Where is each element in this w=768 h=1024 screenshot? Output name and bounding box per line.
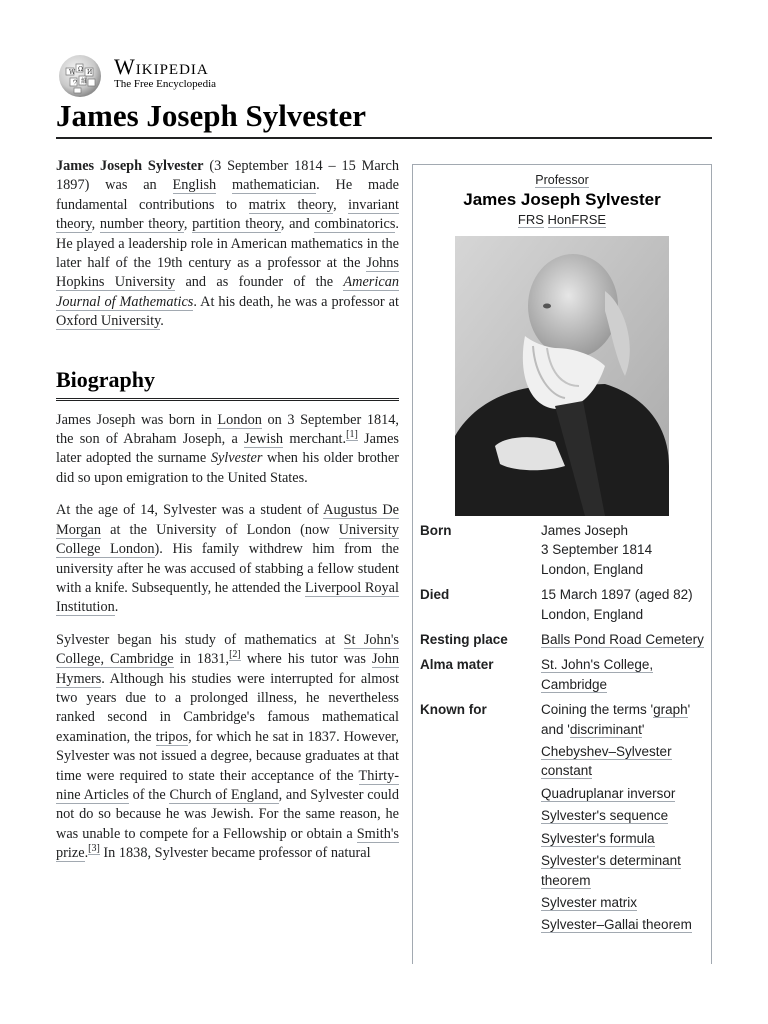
svg-text:W: W	[69, 69, 76, 76]
bio-paragraph-3: Sylvester began his study of mathematics at St John's College, Cambridge in 1831,[2] where his tutor was John Hymers. Although his studies were interrupted for almost two years due to a prolonged illness, he nevertheless ranked second in Cambridge's famous mathematical examination, the tripos, for which he sat in 1837. However, Sylvester was not issued a degree, because graduates at that time were required to state their acceptance of the Thirty-nine Articles of the Church of England, and Sylvester could not do so because he was Jewish. For the same reason, he was unable to compete for a Fellowship or obtain a Smith's prize.[3] In 1838, Sylvester became professor of natural	[56, 631, 399, 862]
article-body	[56, 157, 399, 877]
known-for-list	[534, 698, 711, 941]
link-sylvesters-formula[interactable]: Sylvester's formula	[541, 830, 655, 846]
wikipedia-globe-logo[interactable]	[56, 54, 104, 98]
infobox-name: James Joseph Sylvester	[463, 190, 661, 209]
link-graph[interactable]: graph	[653, 702, 688, 718]
link-ucl[interactable]: University College London	[56, 521, 399, 558]
link-tripos[interactable]: tripos	[155, 728, 189, 745]
resting-label: Resting place	[420, 632, 508, 648]
reference-2[interactable]: [2]	[229, 649, 241, 661]
section-heading-biography: Biography	[56, 366, 399, 401]
subject-name: James Joseph Sylvester	[56, 158, 204, 174]
link-smiths-prize[interactable]: Smith's prize	[56, 825, 399, 862]
died-value: 15 March 1897 (aged 82) London, England	[541, 587, 693, 622]
infobox-row-died	[413, 583, 711, 628]
link-partition-theory[interactable]: partition theory	[192, 216, 281, 233]
known-item-terms: Coining the terms 'graph' and 'discriminant'	[541, 702, 691, 737]
link-st-johns-college-infobox[interactable]: St. John's College, Cambridge	[541, 657, 654, 692]
wordmark-title: Wikipedia	[114, 54, 209, 79]
infobox-row-resting-place	[413, 628, 711, 653]
link-church-of-england[interactable]: Church of England	[169, 786, 279, 803]
born-value: James Joseph 3 September 1814 London, England	[541, 523, 653, 577]
link-chebyshev-sylvester[interactable]: Chebyshev–Sylvester constant	[541, 744, 672, 779]
infobox	[412, 164, 712, 964]
link-thirty-nine-articles[interactable]: Thirty-nine Articles	[56, 767, 399, 803]
link-augustus-de-morgan[interactable]: Augustus De Morgan	[56, 502, 400, 538]
reference-1[interactable]: [1]	[346, 429, 358, 441]
link-discriminant[interactable]: discriminant	[569, 721, 642, 737]
portrait-photo[interactable]	[455, 236, 669, 516]
svg-text:維: 維	[81, 78, 88, 85]
link-quadruplanar-inversor[interactable]: Quadruplanar inversor	[541, 785, 676, 801]
link-matrix-theory[interactable]: matrix theory	[248, 196, 334, 213]
bio-paragraph-1: James Joseph was born in London on 3 September 1814, the son of Abraham Joseph, a Jewish merchant.[1] James later adopted the surname Sylvester when his older brother did so upon emigration to the United States.	[56, 411, 399, 486]
link-invariant-theory[interactable]: invariant theory	[56, 196, 399, 233]
link-number-theory[interactable]: number theory	[99, 216, 184, 233]
link-american-journal[interactable]: American Journal of Mathematics	[56, 274, 399, 310]
link-london[interactable]: London	[217, 411, 262, 428]
link-sylvester-matrix[interactable]: Sylvester matrix	[541, 894, 638, 910]
reference-3[interactable]: [3]	[88, 843, 100, 855]
link-oxford[interactable]: Oxford University	[56, 313, 161, 330]
link-english[interactable]: English	[172, 177, 217, 194]
infobox-table	[413, 519, 711, 942]
wordmark[interactable]	[114, 55, 216, 91]
infobox-header	[413, 165, 711, 229]
svg-text:ウ: ウ	[72, 79, 79, 86]
bio-paragraph-2: At the age of 14, Sylvester was a student of Augustus De Morgan at the University of London (now University College London). His family withdrew him from the university after he was accused of stabbing a fellow student with a knife. Subsequently, he attended the Liverpool Royal Institution.	[56, 502, 400, 616]
link-balls-pond-road-cemetery[interactable]: Balls Pond Road Cemetery	[541, 632, 704, 648]
svg-text:И: И	[87, 69, 93, 76]
infobox-row-known-for	[413, 698, 711, 941]
link-frs[interactable]: FRS	[517, 212, 544, 227]
known-label: Known for	[420, 702, 487, 718]
svg-text:Ω: Ω	[78, 66, 83, 73]
link-professor[interactable]: Professor	[535, 173, 589, 187]
link-jewish[interactable]: Jewish	[244, 431, 284, 448]
page-title: James Joseph Sylvester	[56, 96, 712, 139]
infobox-row-alma-mater	[413, 653, 711, 698]
link-sylvester-gallai-theorem[interactable]: Sylvester–Gallai theorem	[541, 917, 692, 933]
link-combinatorics[interactable]: combinatorics	[314, 216, 396, 233]
link-sylvesters-sequence[interactable]: Sylvester's sequence	[541, 808, 669, 824]
link-st-johns-college[interactable]: St John's College, Cambridge	[56, 631, 399, 668]
wordmark-tagline: The Free Encyclopedia	[114, 78, 217, 90]
infobox-row-born	[413, 519, 711, 583]
link-liverpool-royal-institution[interactable]: Liverpool Royal Institution	[56, 579, 399, 616]
link-johns-hopkins[interactable]: Johns Hopkins University	[56, 255, 399, 291]
alma-label: Alma mater	[420, 657, 494, 673]
born-label: Born	[420, 523, 452, 538]
link-sylvesters-determinant-theorem[interactable]: Sylvester's determinant theorem	[541, 853, 681, 888]
intro-paragraph: James Joseph Sylvester (3 September 1814 – 15 March 1897) was an English mathematician. He made fundamental contributions to matrix theory, invariant theory, number theory, partition theory, and combinatorics. He played a leadership role in American mathematics in the later half of the 19th century as a professor at the Johns Hopkins University and as founder of the American Journal of Mathematics. At his death, he was a professor at Oxford University.	[56, 158, 399, 330]
link-john-hymers[interactable]: John Hymers	[56, 651, 399, 687]
link-mathematician[interactable]: mathematician	[232, 177, 317, 194]
link-honfrse[interactable]: HonFRSE	[547, 212, 607, 227]
died-label: Died	[420, 587, 450, 603]
